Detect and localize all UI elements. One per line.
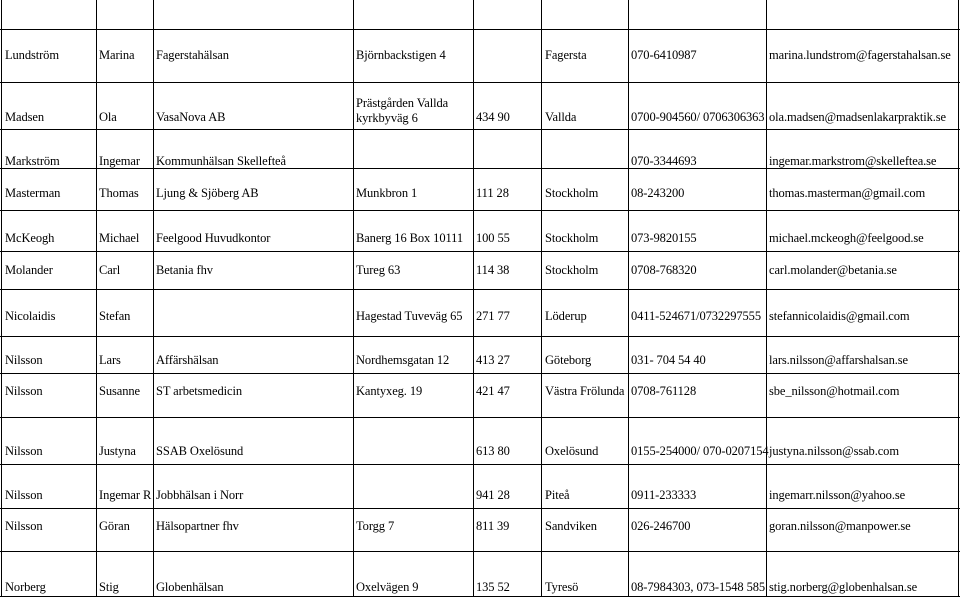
cell-organization: Ljung & Sjöberg AB bbox=[156, 186, 259, 200]
cell-first-name: Susanne bbox=[99, 384, 140, 398]
cell-first-name: Michael bbox=[99, 231, 140, 245]
cell-city: Göteborg bbox=[545, 353, 592, 367]
cell-address: Banerg 16 Box 10111 bbox=[356, 231, 464, 245]
cell-first-name: Lars bbox=[99, 353, 121, 367]
row-divider bbox=[0, 336, 960, 337]
cell-postal-code: 413 27 bbox=[476, 353, 510, 367]
cell-postal-code: 114 38 bbox=[476, 263, 510, 277]
column-divider bbox=[541, 0, 542, 597]
row-divider bbox=[0, 289, 960, 290]
cell-address: Björnbackstigen 4 bbox=[356, 48, 446, 62]
cell-organization: Fagerstahälsan bbox=[156, 48, 229, 62]
cell-phone: 0708-768320 bbox=[631, 263, 697, 277]
cell-city: Västra Frölunda bbox=[545, 384, 625, 398]
cell-last-name: Molander bbox=[5, 263, 53, 277]
cell-last-name: Nilsson bbox=[5, 488, 43, 502]
cell-last-name: Nilsson bbox=[5, 519, 43, 533]
cell-phone: 0411-524671/0732297555 bbox=[631, 309, 761, 323]
cell-postal-code: 421 47 bbox=[476, 384, 510, 398]
cell-email: ingemar.markstrom@skelleftea.se bbox=[769, 154, 937, 168]
cell-organization: Globenhälsan bbox=[156, 580, 224, 594]
row-divider bbox=[0, 82, 960, 83]
cell-address: Munkbron 1 bbox=[356, 186, 418, 200]
cell-last-name: McKeogh bbox=[5, 231, 55, 245]
cell-email: ingemarr.nilsson@yahoo.se bbox=[769, 488, 906, 502]
cell-first-name: Ingemar R bbox=[99, 488, 152, 502]
cell-phone: 08-7984303, 073-1548 585 bbox=[631, 580, 766, 594]
cell-first-name: Stefan bbox=[99, 309, 131, 323]
cell-last-name: Masterman bbox=[5, 186, 61, 200]
cell-organization: Affärshälsan bbox=[156, 353, 219, 367]
cell-postal-code: 271 77 bbox=[476, 309, 510, 323]
cell-city: Oxelösund bbox=[545, 444, 599, 458]
cell-first-name: Thomas bbox=[99, 186, 139, 200]
row-divider bbox=[0, 29, 960, 30]
cell-email: justyna.nilsson@ssab.com bbox=[769, 444, 899, 458]
cell-first-name: Ingemar bbox=[99, 154, 140, 168]
cell-organization: Feelgood Huvudkontor bbox=[156, 231, 271, 245]
cell-last-name: Madsen bbox=[5, 110, 44, 124]
cell-phone: 0911-233333 bbox=[631, 488, 697, 502]
cell-email: marina.lundstrom@fagerstahalsan.se bbox=[769, 48, 951, 62]
row-divider bbox=[0, 210, 960, 211]
cell-city: Stockholm bbox=[545, 186, 599, 200]
cell-phone: 0155-254000/ 070-0207154 bbox=[631, 444, 769, 458]
cell-email: lars.nilsson@affarshalsan.se bbox=[769, 353, 909, 367]
cell-organization: Jobbhälsan i Norr bbox=[156, 488, 244, 502]
cell-phone: 073-9820155 bbox=[631, 231, 697, 245]
column-divider bbox=[473, 0, 474, 597]
row-divider bbox=[0, 373, 960, 374]
cell-postal-code: 941 28 bbox=[476, 488, 510, 502]
cell-postal-code: 100 55 bbox=[476, 231, 510, 245]
row-divider bbox=[0, 508, 960, 509]
cell-last-name: Markström bbox=[5, 154, 60, 168]
row-divider bbox=[0, 251, 960, 252]
cell-email: thomas.masterman@gmail.com bbox=[769, 186, 926, 200]
cell-phone: 026-246700 bbox=[631, 519, 691, 533]
cell-organization: SSAB Oxelösund bbox=[156, 444, 244, 458]
cell-last-name: Lundström bbox=[5, 48, 59, 62]
row-divider bbox=[0, 129, 960, 130]
cell-address: Oxelvägen 9 bbox=[356, 580, 419, 594]
cell-first-name: Stig bbox=[99, 580, 119, 594]
cell-last-name: Nilsson bbox=[5, 353, 43, 367]
cell-postal-code: 613 80 bbox=[476, 444, 510, 458]
cell-address: Prästgården Vallda kyrkbyväg 6 bbox=[356, 96, 449, 125]
cell-city: Tyresö bbox=[545, 580, 579, 594]
cell-postal-code: 434 90 bbox=[476, 110, 510, 124]
cell-last-name: Norberg bbox=[5, 580, 46, 594]
column-divider bbox=[1, 0, 2, 597]
cell-postal-code: 135 52 bbox=[476, 580, 510, 594]
cell-city: Stockholm bbox=[545, 231, 599, 245]
cell-phone: 070-3344693 bbox=[631, 154, 697, 168]
cell-address: Tureg 63 bbox=[356, 263, 401, 277]
column-divider bbox=[153, 0, 154, 597]
cell-phone: 070-6410987 bbox=[631, 48, 697, 62]
cell-last-name: Nilsson bbox=[5, 444, 43, 458]
cell-city: Fagersta bbox=[545, 48, 587, 62]
cell-organization: Hälsopartner fhv bbox=[156, 519, 239, 533]
cell-email: michael.mckeogh@feelgood.se bbox=[769, 231, 924, 245]
column-divider bbox=[958, 0, 959, 597]
cell-address: Hagestad Tuveväg 65 bbox=[356, 309, 463, 323]
cell-first-name: Ola bbox=[99, 110, 117, 124]
row-divider bbox=[0, 417, 960, 418]
cell-first-name: Göran bbox=[99, 519, 130, 533]
cell-last-name: Nilsson bbox=[5, 384, 43, 398]
cell-city: Löderup bbox=[545, 309, 587, 323]
cell-phone: 031- 704 54 40 bbox=[631, 353, 706, 367]
cell-email: stig.norberg@globenhalsan.se bbox=[769, 580, 918, 594]
cell-organization: VasaNova AB bbox=[156, 110, 226, 124]
column-divider bbox=[96, 0, 97, 597]
cell-first-name: Carl bbox=[99, 263, 121, 277]
cell-city: Sandviken bbox=[545, 519, 597, 533]
cell-address: Kantyxeg. 19 bbox=[356, 384, 423, 398]
cell-postal-code: 811 39 bbox=[476, 519, 510, 533]
column-divider bbox=[353, 0, 354, 597]
column-divider bbox=[766, 0, 767, 597]
cell-city: Vallda bbox=[545, 110, 577, 124]
cell-organization: Kommunhälsan Skellefteå bbox=[156, 154, 286, 168]
cell-first-name: Justyna bbox=[99, 444, 136, 458]
cell-email: goran.nilsson@manpower.se bbox=[769, 519, 911, 533]
cell-phone: 08-243200 bbox=[631, 186, 685, 200]
cell-address: Torgg 7 bbox=[356, 519, 395, 533]
cell-phone: 0708-761128 bbox=[631, 384, 697, 398]
cell-last-name: Nicolaidis bbox=[5, 309, 56, 323]
cell-email: stefannicolaidis@gmail.com bbox=[769, 309, 910, 323]
cell-address: Nordhemsgatan 12 bbox=[356, 353, 450, 367]
column-divider bbox=[628, 0, 629, 597]
cell-city: Stockholm bbox=[545, 263, 599, 277]
cell-organization: ST arbetsmedicin bbox=[156, 384, 242, 398]
row-divider bbox=[0, 551, 960, 552]
cell-phone: 0700-904560/ 0706306363 bbox=[631, 110, 765, 124]
cell-email: sbe_nilsson@hotmail.com bbox=[769, 384, 900, 398]
cell-organization: Betania fhv bbox=[156, 263, 213, 277]
cell-postal-code: 111 28 bbox=[476, 186, 509, 200]
cell-email: carl.molander@betania.se bbox=[769, 263, 897, 277]
cell-email: ola.madsen@madsenlakarpraktik.se bbox=[769, 110, 947, 124]
cell-first-name: Marina bbox=[99, 48, 135, 62]
cell-city: Piteå bbox=[545, 488, 570, 502]
row-divider bbox=[0, 464, 960, 465]
